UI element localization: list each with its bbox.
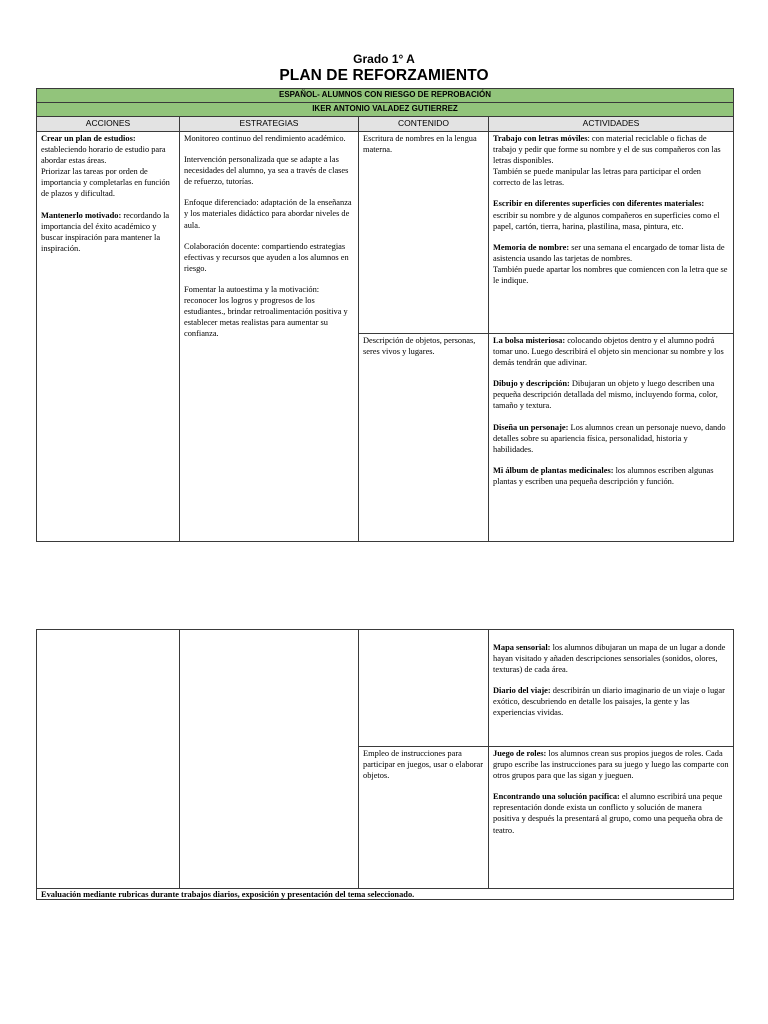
actividades-cell bbox=[489, 630, 734, 747]
actividad-title: Encontrando una solución pacífica: bbox=[493, 792, 620, 802]
contenido-cell-empty bbox=[359, 630, 489, 747]
actividad-text: los alumnos dibujaran un mapa de un lugar a donde hayan visitado y añaden descripciones sensoriales (sonidos, olores, texturas) de cada área. bbox=[493, 643, 726, 675]
estrategia-item: Colaboración docente: compartiendo estrategias efectivas y recursos que ayuden a los alumnos en riesgo. bbox=[184, 241, 349, 273]
contenido-cell: Escritura de nombres en la lengua materna. bbox=[359, 132, 489, 334]
acciones-cell-empty bbox=[37, 630, 180, 889]
accion-text: estableciendo horario de estudio para abordar estas áreas. bbox=[41, 145, 166, 166]
actividad-text: Dibujaran un objeto y luego describen una pequeña descripción detallada del mismo, incluyendo forma, color, tamaño y textura. bbox=[493, 379, 718, 411]
actividad-item: También puede apartar los nombres que comiencen con la letra que se le indique. bbox=[493, 264, 728, 286]
plan-table-part-1 bbox=[36, 88, 734, 542]
subject-band-row bbox=[37, 89, 734, 103]
estrategia-item: Intervención personalizada que se adapte a las necesidades del alumno, ya sea a través de clases de refuerzo, tutorías. bbox=[184, 155, 349, 187]
actividad-item bbox=[493, 378, 729, 411]
contenido-cell: Empleo de instrucciones para participar en juegos, usar o elaborar objetos. bbox=[359, 747, 489, 889]
column-header-contenido: CONTENIDO bbox=[359, 117, 489, 132]
actividad-text: colocando objetos dentro y el alumno podrá tomar uno. Luego describirá el objeto sin mencionar su nombre y los demás tendrán que adivinar. bbox=[493, 336, 724, 368]
actividades-cell bbox=[489, 132, 734, 334]
actividad-item: También se puede manipular las letras para participar el orden correcto de las letras. bbox=[493, 167, 701, 188]
actividad-title: Juego de roles: bbox=[493, 749, 547, 758]
student-band-row bbox=[37, 103, 734, 117]
accion-priorizar: Priorizar las tareas por orden de importancia y completarlas en función de plazos y dificultad. bbox=[41, 167, 170, 199]
page-title: PLAN DE REFORZAMIENTO bbox=[279, 67, 489, 84]
actividad-item bbox=[493, 748, 729, 781]
actividad-title: La bolsa misteriosa: bbox=[493, 336, 566, 345]
student-name-band: IKER ANTONIO VALADEZ GUTIERREZ bbox=[37, 103, 734, 117]
actividad-text: los alumnos escriben algunas plantas y escriben una pequeña descripción y función. bbox=[493, 465, 714, 486]
actividades-cell bbox=[489, 747, 734, 889]
actividad-title: Mi álbum de plantas medicinales: bbox=[493, 465, 614, 475]
estrategias-cell bbox=[180, 132, 359, 542]
actividad-item bbox=[493, 685, 729, 718]
actividad-title: Diseña un personaje: bbox=[493, 422, 569, 432]
estrategias-cell-empty bbox=[180, 630, 359, 889]
column-header-row bbox=[37, 117, 734, 132]
actividades-cell bbox=[489, 334, 734, 542]
actividad-text: el alumno escribirá una peque representación donde exista un conflicto y solución de manera positiva y después la presentará al grupo, como una pequeña obra de teatro. bbox=[493, 792, 723, 835]
actividad-item bbox=[493, 133, 729, 166]
actividad-title: Dibujo y descripción: bbox=[493, 379, 570, 389]
estrategia-item: Fomentar la autoestima y la motivación: reconocer los logros y progresos de los estudiantes., brindar retroalimentación positiva y establecer metas realistas para aumentar su confianza. bbox=[184, 284, 348, 339]
actividad-title: Escribir en diferentes superficies con diferentes materiales: bbox=[493, 199, 705, 209]
actividad-text: describirán un diario imaginario de un viaje o lugar exótico, descubriendo en detalle los paisajes, la gente y las experiencias vividas. bbox=[493, 686, 725, 718]
accion-title: Crear un plan de estudios: bbox=[41, 134, 136, 143]
column-header-estrategias: ESTRATEGIAS bbox=[180, 117, 359, 132]
actividad-text: ser una semana el encargado de tomar lista de asistencia usando las tarjetas de nombres. bbox=[493, 242, 725, 263]
subject-band: ESPAÑOL- ALUMNOS CON RIESGO DE REPROBACIÓN bbox=[37, 89, 734, 103]
actividad-text: escribir su nombre y de algunos compañeros en superficies como el papel, cartón, tierra, harina, plastilina, masa, pintura, etc. bbox=[493, 210, 720, 231]
column-header-actividades: ACTIVIDADES bbox=[489, 117, 734, 132]
acciones-cell bbox=[37, 132, 180, 542]
actividad-text: los alumnos crean sus propios juegos de roles. Cada grupo escribe las instrucciones para su juego y luego las comparte con otros grupos para que las sigan y jueguen. bbox=[493, 749, 729, 781]
actividad-title: Memoria de nombre: bbox=[493, 242, 570, 252]
table-row bbox=[37, 132, 734, 334]
accion-title: Mantenerlo motivado: bbox=[41, 210, 122, 220]
actividad-item bbox=[493, 198, 729, 231]
estrategia-item: Enfoque diferenciado: adaptación de la enseñanza y los materiales didáctico para abordar niveles de aula. bbox=[184, 198, 352, 230]
actividad-text: Los alumnos crean un personaje nuevo, dando detalles sobre su apariencia física, personalidad, historia y habilidades. bbox=[493, 422, 726, 454]
plan-table-part-2 bbox=[36, 629, 734, 900]
actividad-item bbox=[493, 242, 729, 264]
actividad-title: Diario del viaje: bbox=[493, 686, 551, 696]
actividad-item bbox=[493, 791, 729, 835]
actividad-item bbox=[493, 422, 729, 455]
actividad-title: Trabajo con letras móviles bbox=[493, 134, 588, 143]
actividad-title: Mapa sensorial: bbox=[493, 643, 551, 652]
estrategia-item: Monitoreo continuo del rendimiento académico. bbox=[184, 134, 346, 143]
actividad-item bbox=[493, 465, 729, 487]
accion-motivacion bbox=[41, 210, 175, 254]
contenido-cell: Descripción de objetos, personas, seres vivos y lugares. bbox=[359, 334, 489, 542]
actividad-text: : con material reciclable o fichas de trabajo y pedir que forme su nombre y el de sus compañeros con las letras disponibles. bbox=[493, 134, 721, 166]
grade-label: Grado 1° A bbox=[353, 52, 415, 66]
evaluation-row bbox=[37, 889, 734, 900]
accion-text: recordando la importancia del éxito académico y buscar inspiración para mantener la inspiración. bbox=[41, 210, 170, 253]
actividad-item bbox=[493, 335, 729, 368]
column-header-acciones: ACCIONES bbox=[37, 117, 180, 132]
accion-plan-estudios bbox=[41, 133, 175, 166]
evaluation-note: Evaluación mediante rubricas durante trabajos diarios, exposición y presentación del tema seleccionado. bbox=[37, 889, 734, 900]
table-row bbox=[37, 630, 734, 747]
actividad-item bbox=[493, 642, 729, 675]
